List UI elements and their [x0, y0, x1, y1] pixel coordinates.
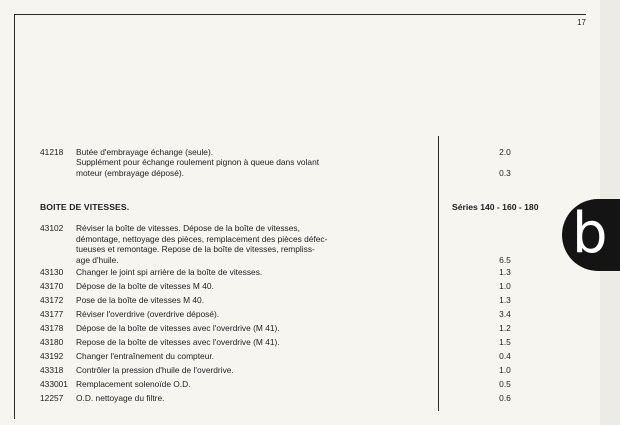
time-value: 1.0 [499, 365, 511, 375]
description-line: age d'huile. [76, 254, 119, 265]
series-label: Séries 140 - 160 - 180 [452, 202, 539, 212]
description-line: moteur (embrayage déposé). [76, 167, 184, 178]
operation-code: 43177 [40, 309, 64, 319]
operation-code: 43172 [40, 295, 64, 305]
operation-code: 43318 [40, 365, 64, 375]
description-line: Changer l'entraînement du compteur. [76, 351, 215, 361]
description-line: Supplément pour échange roulement pignon à queue dans volant [76, 157, 320, 167]
operation-code: 43192 [40, 351, 64, 361]
operation-code: 43178 [40, 323, 64, 333]
time-value: 1.0 [499, 281, 511, 291]
description-line: Repose de la boîte de vitesses avec l'overdrive (M 41). [76, 337, 280, 347]
description-line: Pose de la boîte de vitesses M 40. [76, 295, 205, 305]
operation-description [76, 309, 411, 320]
top-border-rule [14, 14, 586, 15]
time-value: 1.3 [499, 267, 511, 277]
time-value: 3.4 [499, 309, 511, 319]
operation-description [76, 351, 411, 362]
time-value: 1.2 [499, 323, 511, 333]
operation-description [76, 393, 411, 404]
operation-description [76, 337, 411, 348]
page-number: 17 [577, 18, 586, 27]
description-line: Dépose de la boîte de vitesses avec l'overdrive (M 41). [76, 323, 280, 333]
operation-description [76, 295, 411, 306]
description-line: Remplacement solenoïde O.D. [76, 379, 191, 389]
description-line: Butée d'embrayage échange (seule). [76, 147, 214, 157]
description-line: Dépose de la boîte de vitesses M 40. [76, 281, 214, 291]
time-value: 0.3 [499, 167, 511, 178]
time-value: 2.0 [499, 147, 511, 157]
section-title: BOITE DE VITESSES. [40, 202, 130, 212]
time-value: 1.5 [499, 337, 511, 347]
description-line: Contrôler la pression d'huile de l'overdrive. [76, 365, 234, 375]
operation-code: 43170 [40, 281, 64, 291]
operation-code: 41218 [40, 147, 64, 157]
operation-code: 43102 [40, 223, 64, 233]
operation-code: 43130 [40, 267, 64, 277]
time-value: 0.6 [499, 393, 511, 403]
description-line: Changer le joint spi arrière de la boîte de vitesses. [76, 267, 263, 277]
description-line: tueuses et remontage. Repose de la boîte de vitesses, rempliss- [76, 244, 315, 254]
description-line: Réviser l'overdrive (overdrive déposé). [76, 309, 220, 319]
operation-description [76, 323, 411, 334]
operation-description [76, 157, 411, 178]
time-value: 0.5 [499, 379, 511, 389]
operation-code: 43180 [40, 337, 64, 347]
operation-code: 12257 [40, 393, 64, 403]
operation-description [76, 281, 411, 292]
column-divider-rule [438, 136, 439, 411]
left-border-rule [14, 14, 15, 419]
operation-description [76, 223, 411, 265]
description-line: O.D. nettoyage du filtre. [76, 393, 165, 403]
operation-description [76, 365, 411, 376]
section-tab-letter: b [572, 201, 608, 266]
time-value: 1.3 [499, 295, 511, 305]
operation-code: 433001 [40, 379, 68, 389]
operation-description [76, 147, 411, 158]
operation-description [76, 379, 411, 390]
operation-description [76, 267, 411, 278]
time-value: 0.4 [499, 351, 511, 361]
description-line: Réviser la boîte de vitesses. Dépose de la boîte de vitesses, [76, 223, 300, 233]
description-line: démontage, nettoyage des pièces, remplacement des pièces défec- [76, 233, 328, 244]
time-value: 6.5 [499, 254, 511, 265]
